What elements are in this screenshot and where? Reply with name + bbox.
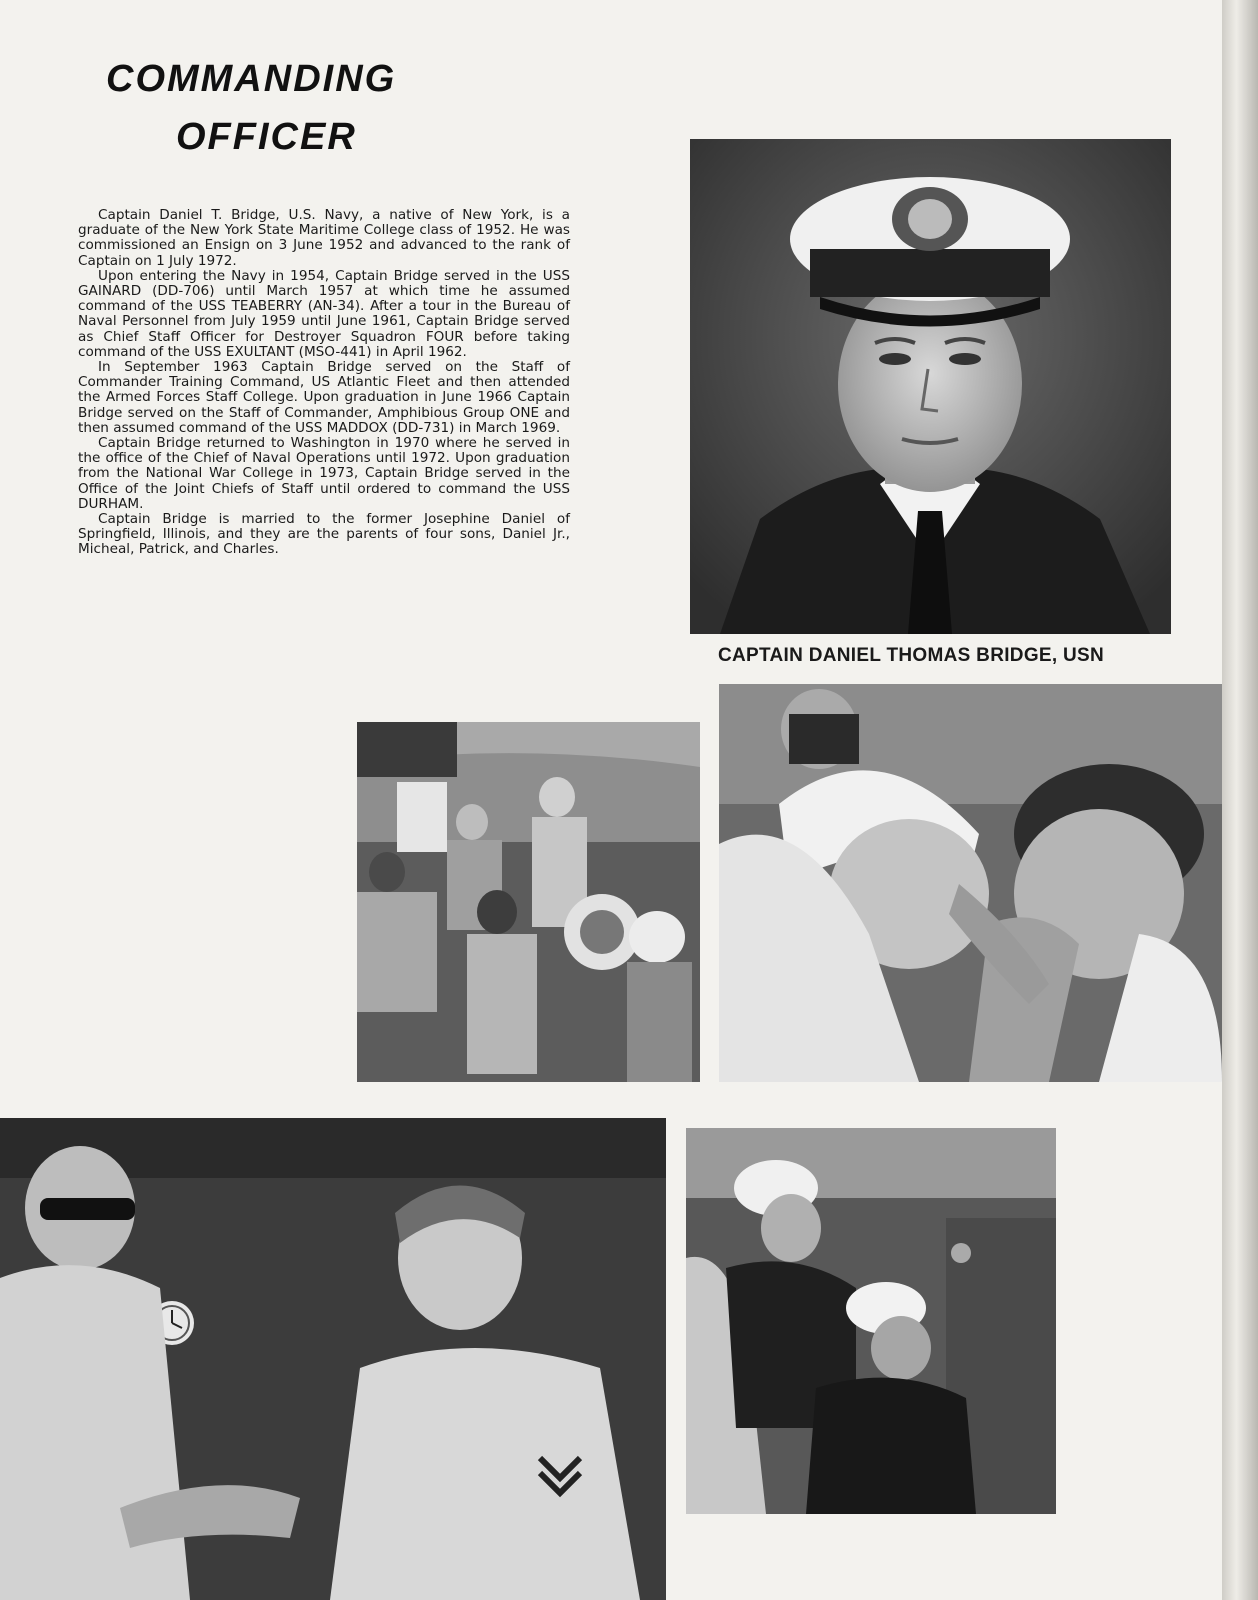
bio-paragraph-5: Captain Bridge is married to the former Josephine Daniel of Springfield, Illinois, and they are the parents of four sons, Daniel Jr., Micheal, Patrick, and Charles.	[78, 511, 570, 558]
portrait-photo	[690, 139, 1171, 634]
handshake-photo	[0, 1118, 666, 1600]
page-title-line2: OFFICER	[176, 116, 357, 158]
page-binding-edge	[1222, 0, 1258, 1600]
officers-on-bridge-photo	[686, 1128, 1056, 1514]
portrait-caption: CAPTAIN DANIEL THOMAS BRIDGE, USN	[718, 645, 1105, 666]
bio-paragraph-2: Upon entering the Navy in 1954, Captain Bridge served in the USS GAINARD (DD-706) until March 1957 at which time he assumed command of the USS TEABERRY (AN-34). After a tour in the Bureau of Naval Personnel from July 1959 until June 1961, Captain Bridge served as Chief Staff Officer for Destroyer Squadron FOUR before taking command of the USS EXULTANT (MSO-441) in April 1962.	[78, 267, 570, 360]
bio-paragraph-3: In September 1963 Captain Bridge served on the Staff of Commander Training Command, US Atlantic Fleet and then attended the Armed Forces Staff College. Upon graduation in June 1966 Captain Bridge served on the Staff of Commander, Amphibious Group ONE and then assumed command of the USS MADDOX (DD-731) in March 1969.	[78, 359, 570, 436]
deck-crew-photo	[357, 722, 700, 1082]
two-men-closeup-photo	[719, 684, 1222, 1082]
bio-paragraph-1: Captain Daniel T. Bridge, U.S. Navy, a native of New York, is a graduate of the New York State Maritime College class of 1952. He was commissioned an Ensign on 3 June 1952 and advanced to the rank of Captain on 1 July 1972.	[78, 207, 570, 269]
page-title-line1: COMMANDING	[106, 58, 397, 100]
bio-paragraph-4: Captain Bridge returned to Washington in 1970 where he served in the office of the Chief of Naval Operations until 1972. Upon graduation from the National War College in 1973, Captain Bridge served in the Office of the Joint Chiefs of Staff until ordered to command the USS DURHAM.	[78, 435, 570, 512]
biography-text	[78, 208, 570, 558]
